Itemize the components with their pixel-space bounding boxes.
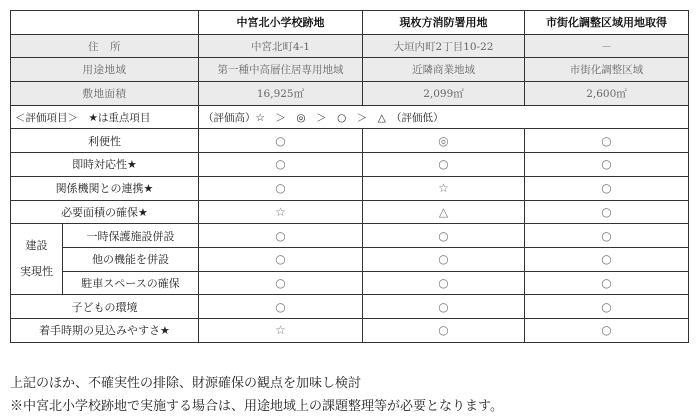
criteria-label: 即時対応性★: [11, 153, 199, 177]
rating-mark: ☆: [199, 200, 363, 224]
rating-mark: ○: [525, 295, 689, 319]
criteria-row: [11, 129, 689, 153]
criteria-label: 関係機関との連携★: [11, 176, 199, 200]
info-row-address: [11, 34, 689, 58]
group-row: [11, 247, 689, 271]
rating-mark: ○: [363, 224, 525, 248]
rating-mark: ○: [363, 153, 525, 177]
header-site-1: 中宮北小学校跡地: [199, 11, 363, 35]
criteria-row: [11, 176, 689, 200]
header-corner: [11, 11, 199, 35]
criteria-row: [11, 318, 689, 342]
rating-mark: ○: [199, 271, 363, 295]
group-label: [11, 224, 63, 295]
rating-mark: ○: [525, 224, 689, 248]
group-row: [11, 224, 689, 248]
rating-mark: ○: [199, 153, 363, 177]
area-site-3: 2,600㎡: [525, 82, 689, 106]
info-row-zoning: [11, 58, 689, 82]
rating-mark: ○: [525, 129, 689, 153]
note-line-1: 上記のほか、不確実性の排除、財源確保の観点を加味し検討: [10, 376, 362, 391]
header-site-3: 市街化調整区域用地取得: [525, 11, 689, 35]
legend-right: （評価高）☆ ＞ ◎ ＞ ○ ＞ △ （評価低）: [199, 105, 689, 129]
legend-row: [11, 105, 689, 129]
info-row-area: [11, 82, 689, 106]
address-site-3: －: [525, 34, 689, 58]
rating-mark: ◎: [363, 129, 525, 153]
sub-criteria-label: 一時保護施設併設: [63, 224, 199, 248]
site-evaluation-table: [10, 10, 689, 343]
rating-mark: ○: [525, 318, 689, 342]
rating-mark: ○: [363, 271, 525, 295]
rating-mark: ○: [199, 295, 363, 319]
zoning-site-3: 市街化調整区域: [525, 58, 689, 82]
sub-criteria-label: 駐車スペースの確保: [63, 271, 199, 295]
address-site-2: 大垣内町2丁目10-22: [363, 34, 525, 58]
rating-mark: ○: [525, 271, 689, 295]
rating-mark: ○: [363, 247, 525, 271]
zoning-site-1: 第一種中高層住居専用地域: [199, 58, 363, 82]
rating-mark: ○: [199, 224, 363, 248]
criteria-row: [11, 295, 689, 319]
zoning-label: 用途地域: [11, 58, 199, 82]
rating-mark: ○: [525, 176, 689, 200]
legend-left: ＜評価項目＞ ★は重点項目: [11, 105, 199, 129]
sub-criteria-label: 他の機能を併設: [63, 247, 199, 271]
area-site-2: 2,099㎡: [363, 82, 525, 106]
area-label: 敷地面積: [11, 82, 199, 106]
rating-mark: ○: [199, 247, 363, 271]
rating-mark: ○: [525, 200, 689, 224]
rating-mark: ☆: [199, 318, 363, 342]
group-label-line-2: 実現性: [20, 265, 53, 279]
rating-mark: ○: [363, 295, 525, 319]
group-label-line-1: 建設: [25, 239, 48, 253]
criteria-row: [11, 153, 689, 177]
address-site-1: 中宮北町4-1: [199, 34, 363, 58]
rating-mark: ○: [525, 247, 689, 271]
rating-mark: ○: [199, 176, 363, 200]
group-row: [11, 271, 689, 295]
rating-mark: ○: [363, 318, 525, 342]
criteria-row: [11, 200, 689, 224]
header-site-2: 現枚方消防署用地: [363, 11, 525, 35]
criteria-label: 子どもの環境: [11, 295, 199, 319]
rating-mark: ○: [199, 129, 363, 153]
area-site-1: 16,925㎡: [199, 82, 363, 106]
criteria-label: 利便性: [11, 129, 199, 153]
rating-mark: ☆: [363, 176, 525, 200]
criteria-label: 着手時期の見込みやすさ★: [11, 318, 199, 342]
zoning-site-2: 近隣商業地域: [363, 58, 525, 82]
header-row: [11, 11, 689, 35]
rating-mark: ○: [525, 153, 689, 177]
note-line-2: ※中宮北小学校跡地で実施する場合は、用途地域上の課題整理等が必要となります。: [10, 399, 503, 414]
rating-mark: △: [363, 200, 525, 224]
address-label: 住 所: [11, 34, 199, 58]
criteria-label: 必要面積の確保★: [11, 200, 199, 224]
